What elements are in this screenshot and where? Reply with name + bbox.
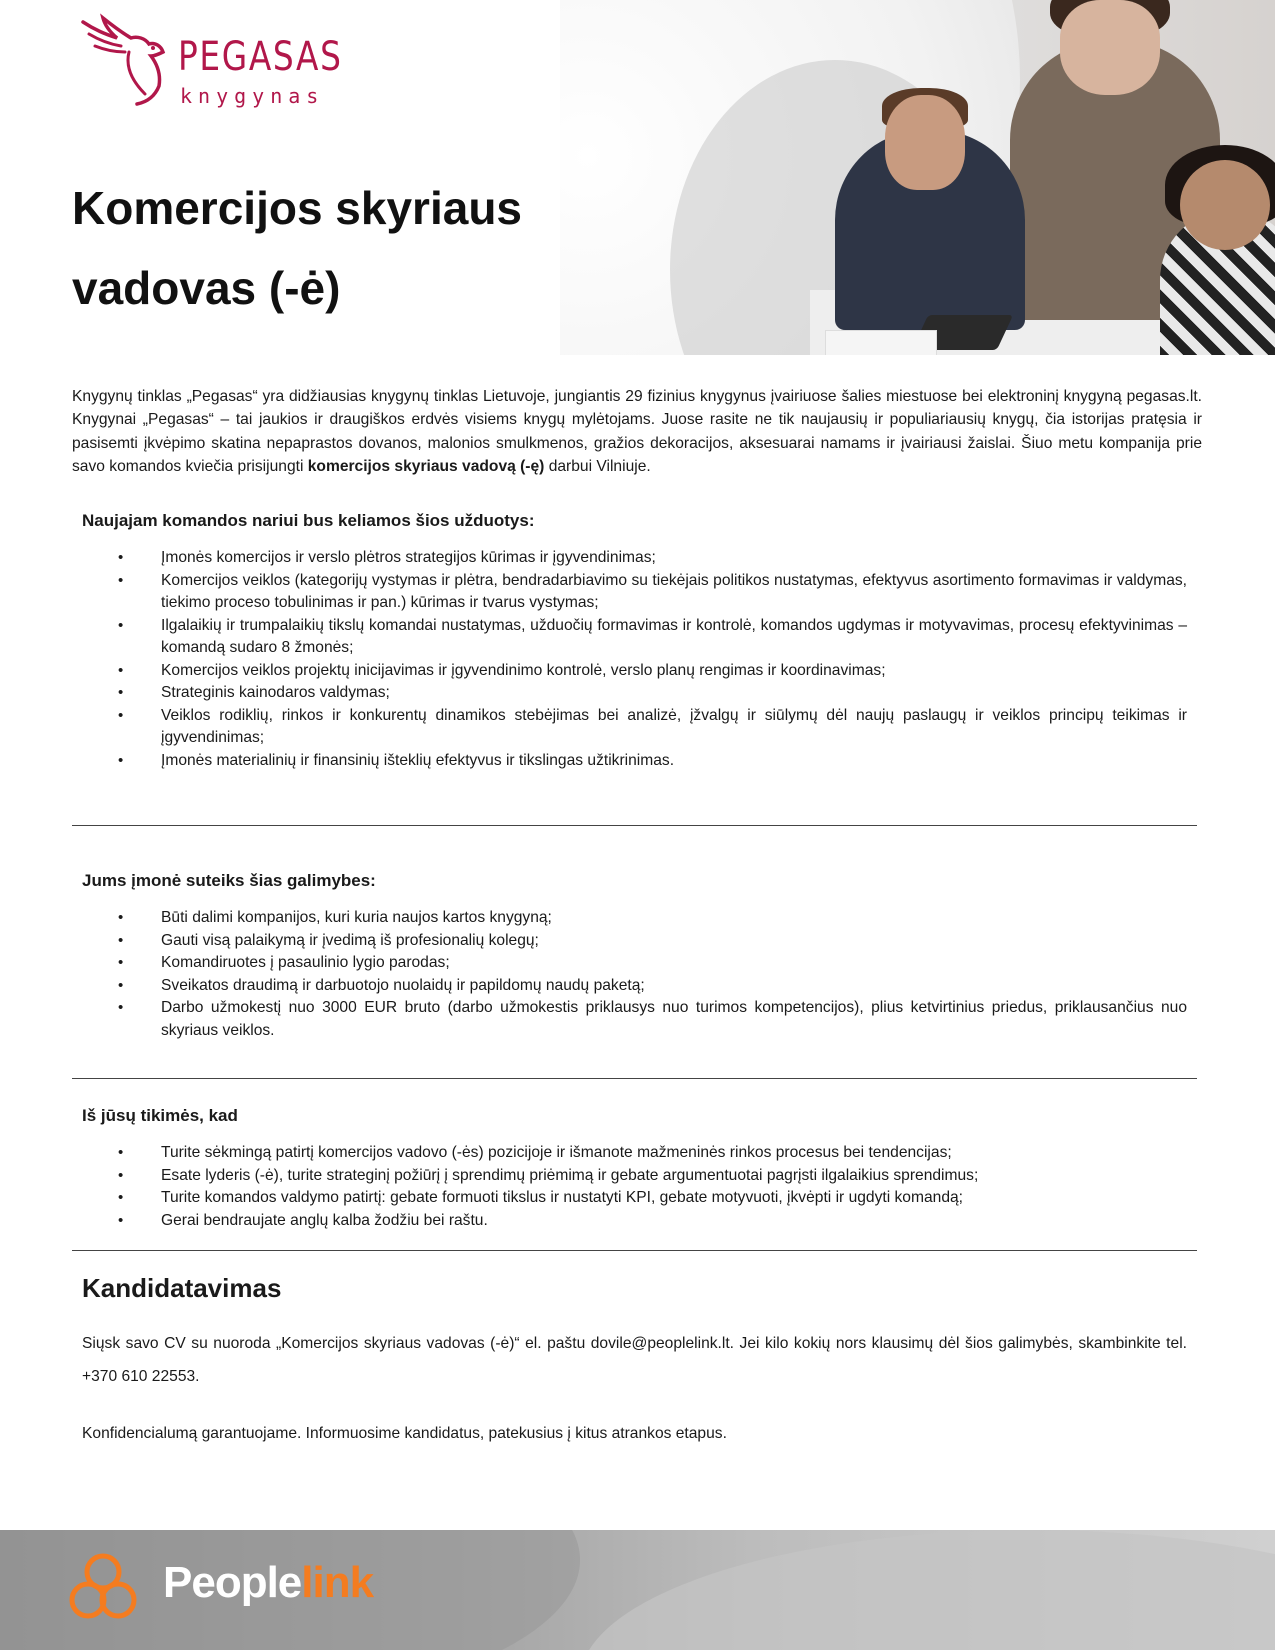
peoplelink-logo-icon (68, 1550, 138, 1625)
brand-people: People (163, 1558, 302, 1607)
bullet: • (118, 1144, 124, 1161)
list-item-text: Turite komandos valdymo patirtį: gebate formuoti tikslus ir nustatyti KPI, gebate motyvuoti, įkvėpti ir ugdyti komandą; (161, 1189, 963, 1206)
bullet: • (118, 976, 124, 994)
bullet: • (118, 999, 124, 1016)
candidacy-text: Siųsk savo CV su nuoroda „Komercijos skyriaus vadovas (-ė)“ el. paštu dovile@peoplelink.lt. Jei kilo kokių nors klausimų dėl šios galimybės, skambinkite tel. +370 610 22553. (82, 1335, 1187, 1385)
brand-link: link (301, 1558, 374, 1607)
list-item-text: Komandiruotes į pasaulinio lygio parodas; (161, 954, 450, 971)
list-item-text: Turite sėkmingą patirtį komercijos vadovo (-ės) pozicijoje ir išmanote mažmeninės rinkos procesus bei tendencijas; (161, 1144, 952, 1161)
list-item-text: Veiklos rodiklių, rinkos ir konkurentų dinamikos stebėjimas bei analizė, įžvalgų ir siūlymų dėl naujų paslaugų ir veiklos principų teikimas ir įgyvendinimas; (161, 706, 1187, 746)
list-item (82, 1165, 1187, 1188)
title-line-2: vadovas (-ė) (72, 262, 341, 314)
divider (72, 825, 1197, 826)
list-item (82, 975, 1187, 998)
candidacy-heading: Kandidatavimas (82, 1273, 282, 1303)
pegasas-logo (75, 12, 345, 107)
divider (72, 1078, 1197, 1079)
bullet: • (118, 706, 124, 724)
bullet: • (118, 1211, 124, 1229)
logo-name: PEGASAS (178, 34, 343, 80)
tasks-section (82, 511, 1187, 772)
bullet: • (118, 549, 124, 566)
list-item-text: Įmonės materialinių ir finansinių išteklių efektyvus ir tikslingas užtikrinimas. (161, 751, 675, 769)
bullet: • (118, 931, 124, 949)
requirements-list (82, 1142, 1187, 1232)
list-item-text: Gerai bendraujate anglų kalba žodžiu bei raštu. (161, 1211, 488, 1229)
requirements-section (82, 1106, 1187, 1232)
list-item-text: Komercijos veiklos projektų inicijavimas ir įgyvendinimo kontrolė, verslo planų rengimas ir koordinavimas; (161, 661, 886, 679)
intro-text: Knygynų tinklas „Pegasas“ yra didžiausias knygynų tinklas Lietuvoje, jungiantis 29 fizinius knygynus įvairiuose šalies miestuose bei elektroninį knygyną pegasas.lt. Knygynai „Pegasas“ – tai jaukios ir draugiškos erdvės visiems knygų mylėtojams. Juose rasite ne tik naujausių ir populiariausių knygų, čia istorijas pratęsia ir pasisemti įkvėpimo skatina nepaprastos dovanos, malonios smulkmenos, gražios dekoracijos, aksesuarai namams ir įvairiausi žaislai. Šiuo metu kompanija prie savo komandos kviečia prisijungti (72, 388, 1202, 476)
list-item-text: Būti dalimi kompanijos, kuri kuria naujos kartos knygyną; (161, 909, 552, 926)
peoplelink-wordmark (163, 1558, 373, 1608)
bullet: • (118, 1189, 124, 1206)
list-item-text: Gauti visą palaikymą ir įvedimą iš profesionalių kolegų; (161, 931, 539, 949)
page-title (72, 168, 592, 328)
offers-section (82, 871, 1187, 1042)
title-line-1: Komercijos skyriaus (72, 182, 523, 234)
list-item (82, 705, 1187, 750)
list-item-text: Ilgalaikių ir trumpalaikių tikslų komandai nustatymas, užduočių formavimas ir kontrolė, komandos ugdymas ir motyvavimas, procesų efektyvinimas – komandą sudaro 8 žmonės; (161, 616, 1187, 656)
list-item-text: Strateginis kainodaros valdymas; (161, 684, 390, 701)
intro-bold-position: komercijos skyriaus vadovą (-ę) (307, 458, 545, 476)
list-item-text: Darbo užmokestį nuo 3000 EUR bruto (darbo užmokestis priklausys nuo turimos kompetencijos), plius ketvirtinius priedus, priklausančius nuo skyriaus veiklos. (161, 999, 1187, 1039)
list-item (82, 547, 1187, 570)
list-item (82, 997, 1187, 1042)
tasks-list (82, 547, 1187, 772)
requirements-heading: Iš jūsų tikimės, kad (82, 1106, 238, 1125)
list-item (82, 682, 1187, 705)
logo-subtitle: knygynas (180, 84, 325, 108)
confidentiality-note: Konfidencialumą garantuojame. Informuosime kandidatus, patekusius į kitus atrankos etapus. (82, 1425, 727, 1442)
list-item (82, 1187, 1187, 1210)
header-photo (560, 0, 1275, 355)
intro-text-end: darbui Vilniuje. (544, 458, 651, 476)
bullet: • (118, 751, 124, 769)
divider (72, 1250, 1197, 1251)
list-item (82, 660, 1187, 683)
offers-list (82, 907, 1187, 1042)
list-item (82, 750, 1187, 773)
bullet: • (118, 954, 124, 971)
list-item-text: Komercijos veiklos (kategorijų vystymas ir plėtra, bendradarbiavimo su tiekėjais politikos nustatymas, efektyvus asortimento formavimas ir valdymas, tiekimo proceso tobulinimas ir pan.) kūrimas ir tvarus vystymas; (161, 571, 1187, 611)
bullet: • (118, 684, 124, 701)
bullet: • (118, 909, 124, 926)
list-item (82, 952, 1187, 975)
pegasus-icon (75, 12, 175, 107)
list-item (82, 907, 1187, 930)
list-item-text: Esate lyderis (-ė), turite strateginį požiūrį į sprendimų priėmimą ir gebate argumentuotai pagrįsti ilgalaikius sprendimus; (161, 1166, 979, 1184)
list-item-text: Įmonės komercijos ir verslo plėtros strategijos kūrimas ir įgyvendinimas; (161, 549, 656, 566)
list-item (82, 930, 1187, 953)
intro-paragraph (72, 385, 1202, 479)
list-item-text: Sveikatos draudimą ir darbuotojo nuolaidų ir papildomų naudų paketą; (161, 976, 645, 994)
list-item (82, 1210, 1187, 1233)
list-item (82, 570, 1187, 615)
offers-heading: Jums įmonė suteiks šias galimybes: (82, 871, 376, 890)
tasks-heading: Naujajam komandos nariui bus keliamos šios užduotys: (82, 511, 535, 530)
bullet: • (118, 571, 124, 589)
footer (0, 1530, 1275, 1650)
bullet: • (118, 1166, 124, 1184)
bullet: • (118, 616, 124, 634)
bullet: • (118, 661, 124, 679)
list-item (82, 1142, 1187, 1165)
header (0, 0, 1275, 355)
list-item (82, 615, 1187, 660)
